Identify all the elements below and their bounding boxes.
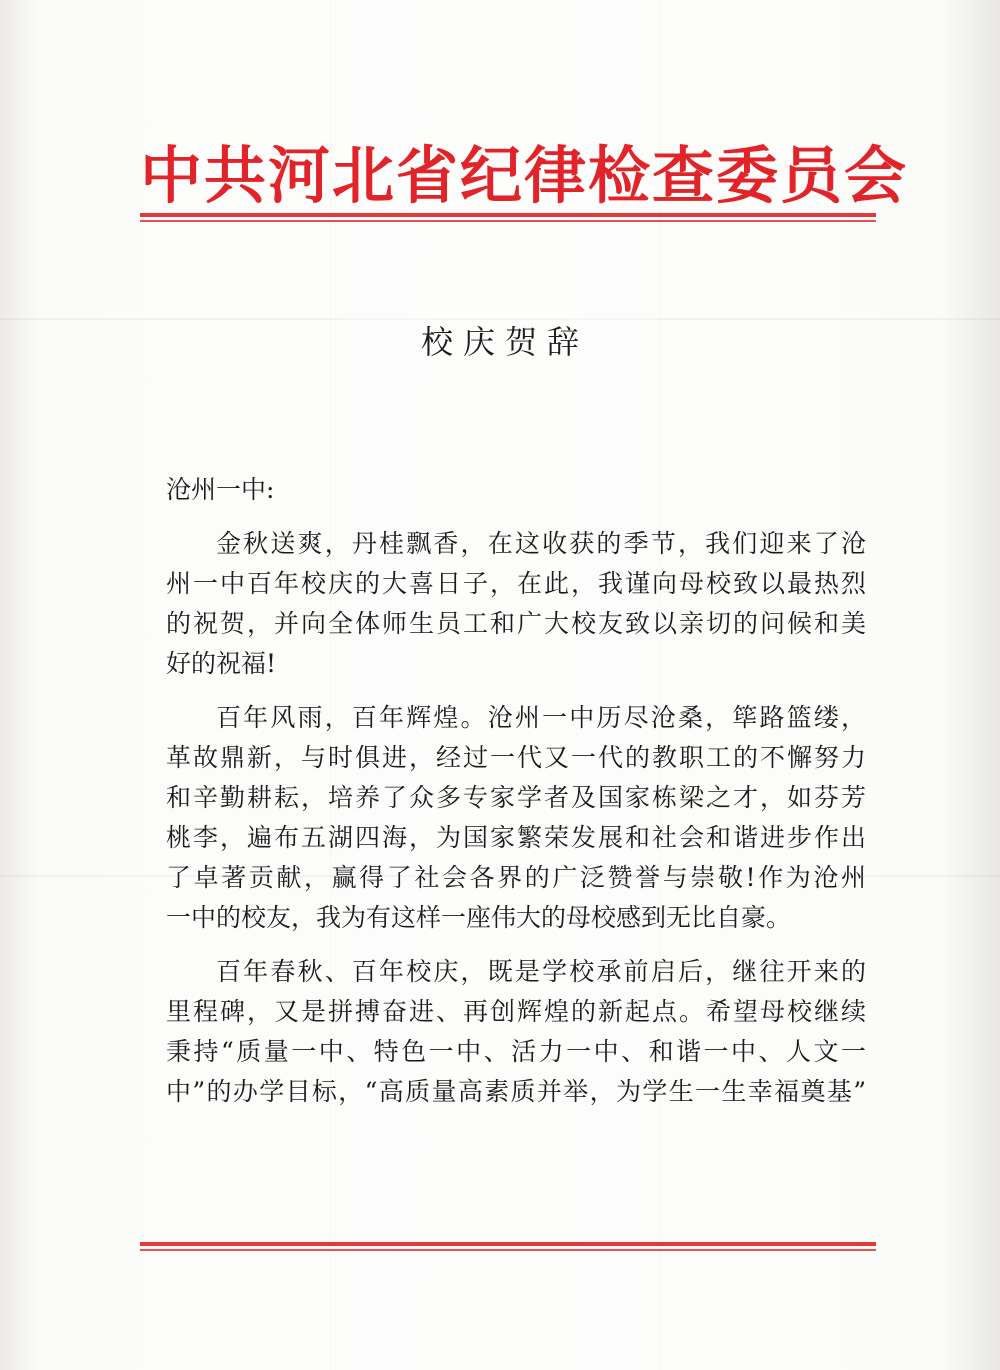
letterhead-red-rule	[140, 213, 876, 222]
red-rule-thick	[140, 1242, 876, 1246]
paragraph-1	[166, 524, 866, 684]
text-line: 的祝贺，并向全体师生员工和广大校友致以亲切的问候和美	[166, 609, 866, 638]
footer-red-rule	[140, 1242, 876, 1251]
text-line: 百年风雨，百年辉煌。沧州一中历尽沧桑，筚路篮缕，	[216, 703, 866, 732]
text-line: 秉持“质量一中、特色一中、活力一中、和谐一中、人文一	[166, 1037, 866, 1066]
text-line: 了卓著贡献，赢得了社会各界的广泛赞誉与崇敬!作为沧州	[166, 863, 866, 892]
salutation: 沧州一中:	[166, 475, 275, 504]
red-rule-thin	[140, 220, 876, 222]
text-line: 好的祝福!	[166, 649, 277, 678]
letter-body	[166, 470, 866, 1112]
paragraph-3	[166, 952, 866, 1112]
text-line: 中”的办学目标，“高质量高素质并举，为学生一生幸福奠基”	[166, 1077, 866, 1106]
letterhead-organization: 中共河北省纪律检查委员会	[140, 139, 909, 212]
document-title: 校庆贺辞	[420, 323, 589, 361]
paragraph-2	[166, 698, 866, 938]
text-line: 金秋送爽，丹桂飘香，在这收获的季节，我们迎来了沧	[216, 529, 866, 558]
text-line: 百年春秋、百年校庆，既是学校承前启后，继往开来的	[216, 957, 866, 986]
text-line: 革故鼎新，与时俱进，经过一代又一代的教职工的不懈努力	[166, 743, 866, 772]
text-line: 州一中百年校庆的大喜日子，在此，我谨向母校致以最热烈	[166, 569, 866, 598]
text-line: 桃李，遍布五湖四海，为国家繁荣发展和社会和谐进步作出	[166, 823, 866, 852]
red-rule-thin	[140, 1249, 876, 1251]
text-line: 和辛勤耕耘，培养了众多专家学者及国家栋梁之才，如芬芳	[166, 783, 866, 812]
text-line: 一中的校友，我为有这样一座伟大的母校感到无比自豪。	[166, 903, 792, 932]
red-rule-thick	[140, 213, 876, 217]
text-line: 里程碑，又是拼搏奋进、再创辉煌的新起点。希望母校继续	[166, 997, 866, 1026]
